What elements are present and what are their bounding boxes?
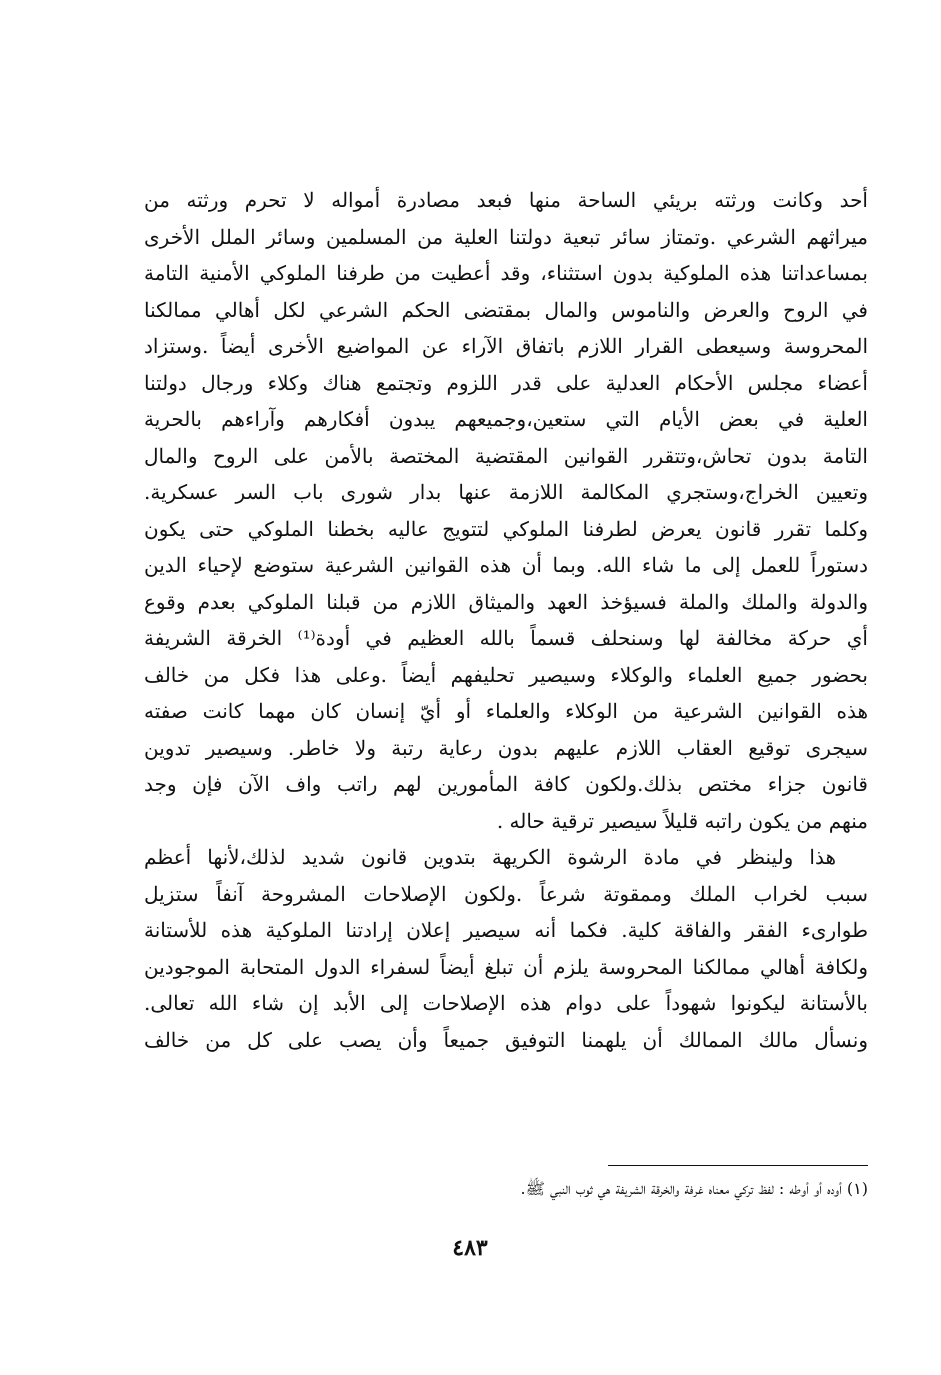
text-line: وتعيين الخراج،وستجري المكالمة اللازمة عنها بدار شورى باب السر عسكرية.	[144, 480, 868, 504]
text-line: سيجرى توقيع العقاب اللازم عليهم بدون رعاية رتبة ولا خاطر. وسيصير تدوين	[144, 735, 868, 760]
text-line: ولكافة أهالي ممالكنا المحروسة يلزم أن تبلغ أيضاً لسفراء الدول المتحابة الموجودين	[144, 954, 868, 979]
text-line: هذه القوانين الشرعية من الوكلاء والعلماء أو أيّ إنسان كان مهما كانت صفته	[144, 699, 868, 723]
text-line: بالأستانة ليكونوا شهوداً على دوام هذه الإصلاحات إلى الأبد إن شاء الله تعالى.	[144, 991, 868, 1015]
body-text	[144, 182, 868, 1058]
text-line: بمساعداتنا هذه الملوكية بدون استثناء، وقد أعطيت من طرفنا الملوكي الأمنية التامة	[144, 261, 868, 285]
text-line: أعضاء مجلس الأحكام العدلية على قدر اللزوم وتجتمع هناك وكلاء ورجال دولتنا	[144, 370, 868, 395]
text-line: وكلما تقرر قانون يعرض لطرفنا الملوكي لتتويج عاليه بخطنا الملوكي حتى يكون	[144, 516, 868, 541]
text-line: دستوراً للعمل إلى ما شاء الله. وبما أن هذه القوانين الشرعية ستوضع لإحياء الدين	[144, 553, 868, 577]
footnote-divider	[608, 1165, 868, 1166]
footnote: (١) أوده أو أوطه : لفظ تركي معناه غرفة والخرقة الشريفة هي ثوب النبي ﷺ.	[520, 1179, 868, 1198]
text-line: سبب لخراب الملك وممقوتة شرعاً .ولكون الإصلاحات المشروحة آنفاً ستزيل	[144, 881, 868, 906]
text-line: طوارىء الفقر والفاقة كلية. فكما أنه سيصير إعلان إرادتنا الملوكية هذه للأستانة	[144, 918, 868, 942]
text-line: أي حركة مخالفة لها وسنحلف قسماً بالله العظيم في أودة⁽¹⁾ الخرقة الشريفة	[144, 626, 868, 650]
text-line: التامة بدون تحاش،وتتقرر القوانين المقتضية المختصة بالأمن على الروح والمال	[144, 443, 868, 468]
text-line: هذا ولينظر في مادة الرشوة الكريهة بتدوين قانون شديد لذلك،لأنها أعظم	[144, 845, 836, 869]
text-line: بحضور جميع العلماء والوكلاء وسيصير تحليفهم أيضاً .وعلى هذا فكل من خالف	[144, 662, 868, 687]
text-line: ميراثهم الشرعي .وتمتاز سائر تبعية دولتنا العلية من المسلمين وسائر الملل الأخرى	[144, 224, 868, 249]
text-line: منهم من يكون راتبه قليلاً سيصير ترقية حاله .	[496, 808, 868, 833]
text-line: في الروح والعرض والناموس والمال بمقتضى الحكم الشرعي لكل أهالي ممالكنا	[144, 297, 868, 322]
page-number: ٤٨٣	[452, 1235, 488, 1261]
text-line: العلية في بعض الأيام التي ستعين،وجميعهم يبدون أفكارهم وآراءهم بالحرية	[144, 407, 868, 431]
text-line: قانون جزاء مختص بذلك.ولكون كافة المأمورين لهم راتب واف الآن فإن وجد	[144, 772, 868, 796]
text-line: أحد وكانت ورثته بريئي الساحة منها فبعد مصادرة أمواله لا تحرم ورثته من	[144, 188, 868, 212]
text-line: والدولة والملك والملة فسيؤخذ العهد والميثاق اللازم من قبلنا الملوكي بعدم وقوع	[144, 589, 868, 614]
text-line: المحروسة وسيعطى القرار اللازم باتفاق الآراء عن المواضيع الأخرى أيضاً .وستزاد	[144, 334, 868, 358]
text-line: ونسأل مالك الممالك أن يلهمنا التوفيق جميعاً وأن يصب على كل من خالف	[144, 1027, 868, 1052]
